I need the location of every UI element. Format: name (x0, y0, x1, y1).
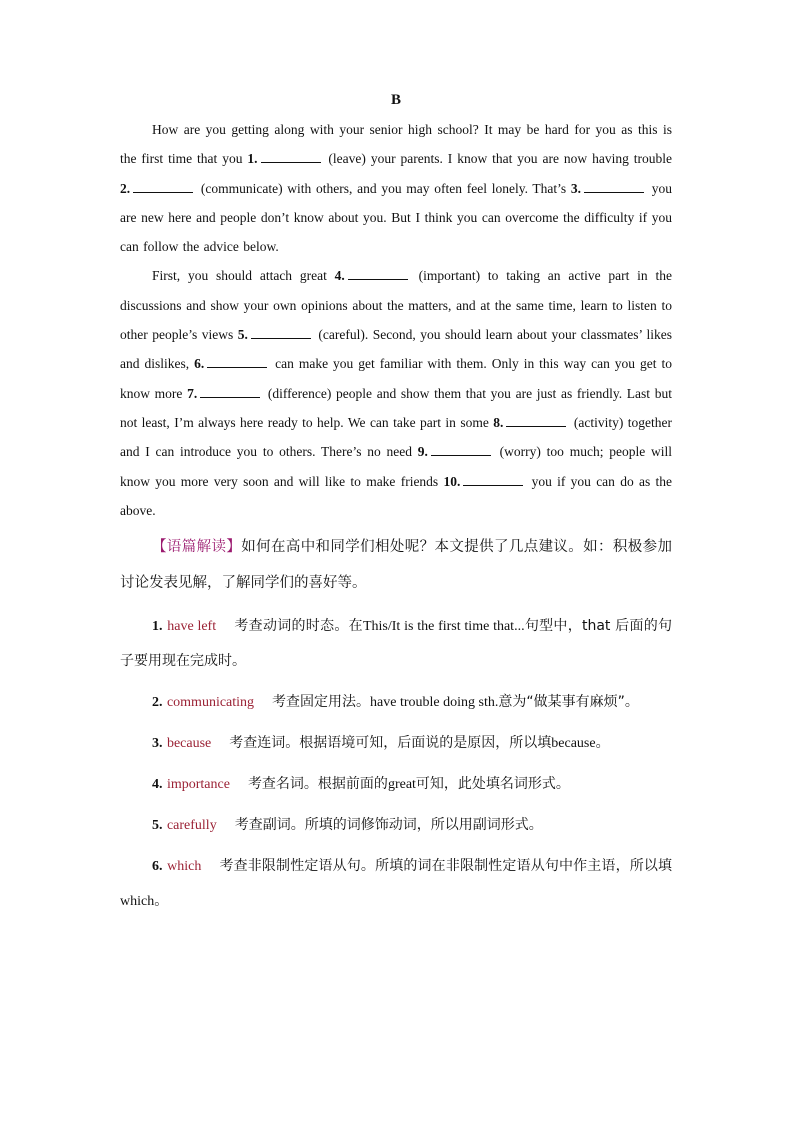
answer-explanation: 考查副词。所填的词修饰动词，所以用副词形式。 (234, 817, 543, 834)
blank-number: 1. (247, 151, 258, 167)
section-title: B (390, 92, 401, 108)
answer-explanation: 考查非限制性定语从句。所填的词在非限制性定语从句中作主语，所以填 (219, 858, 673, 875)
blank-number: 9. (417, 444, 428, 460)
blank-line (200, 384, 260, 398)
passage-text: (careful). Second, you should learn about your classmates’ likes and dislikes, (120, 327, 672, 372)
answer-english: This/It is the first time that... (362, 619, 525, 635)
blank-line (133, 179, 193, 193)
passage-text: can make you get familiar with them. Only in this way can you get to know more (120, 356, 672, 401)
blank-line (348, 266, 408, 280)
analysis-label: 【语篇解读】 (152, 539, 242, 556)
answer-explanation: 考查连词。根据语境可知，后面说的是原因，所以填 (229, 735, 552, 752)
answer-english: have trouble doing sth. (370, 695, 499, 711)
answer-explanation-end: 句型中，that 后面的句子要用现在完成时。 (120, 618, 673, 670)
answer-explanation-end: 。 (154, 893, 169, 910)
blank-line (463, 472, 523, 486)
answer-explanation: 考查名词。根据前面的 (247, 776, 388, 793)
answer-word: which (167, 859, 202, 875)
answer-item-5 (120, 808, 672, 843)
blank-line (584, 179, 644, 193)
answer-item-4 (120, 767, 672, 802)
blank-line (261, 149, 321, 163)
answer-word: importance (166, 777, 230, 793)
blank-number: 10. (443, 473, 461, 489)
passage-text: First, you should attach great (152, 268, 335, 284)
answer-item-6 (120, 849, 672, 919)
answer-number: 5. (152, 818, 163, 834)
answer-explanation-end: 。 (595, 735, 610, 752)
passage-text: (important) to taking an active part in the discussions and show your own opinions about the matters, and at the same time, learn to listen to other people’s views (120, 268, 672, 343)
blank-line (431, 442, 491, 456)
passage-text: (communicate) with others, and you may often feel lonely. That’s (196, 180, 571, 196)
answer-english: great (387, 777, 416, 793)
answer-word: communicating (166, 695, 255, 711)
blank-number: 7. (187, 385, 198, 401)
passage-text: (worry) too much; people will know you more very soon and will like to make friends (120, 444, 672, 489)
answer-number: 1. (152, 619, 163, 635)
passage-text: you are new here and people don’t know about you. But I think you can overcome the difficulty if you can follow the advice below. (120, 180, 673, 255)
analysis-text: 如何在高中和同学们相处呢？本文提供了几点建议。如：积极参加讨论发表见解，了解同学们的喜好等。 (120, 539, 673, 592)
answer-explanation: 考查动词的时态。在 (234, 618, 363, 635)
passage-text: (activity) together and I can introduce you to others. There’s no need (120, 414, 672, 460)
answer-item-2 (120, 685, 672, 720)
blank-number: 4. (334, 268, 345, 284)
passage-text: you if you can do as the above. (120, 473, 672, 518)
passage-analysis (120, 529, 672, 601)
answer-explanation-end: 可知，此处填名词形式。 (415, 776, 570, 793)
answer-explanation-end: 意为“做某事有麻烦”。 (498, 694, 639, 711)
answer-word: because (166, 736, 212, 752)
blank-number: 6. (194, 356, 205, 372)
blank-number: 8. (493, 414, 504, 430)
passage-paragraph-2 (120, 261, 672, 525)
answer-word: have left (167, 619, 217, 635)
answer-number: 4. (152, 777, 163, 793)
answer-number: 6. (152, 859, 163, 875)
answer-english: because (551, 736, 596, 752)
answer-item-1 (120, 609, 672, 679)
blank-number: 5. (237, 327, 248, 343)
answer-item-3 (120, 726, 672, 761)
answer-number: 2. (152, 695, 163, 711)
passage-text: (leave) your parents. I know that you are now having trouble (323, 151, 672, 167)
blank-line (506, 413, 566, 427)
passage-paragraph-1 (120, 115, 672, 261)
answer-key (120, 609, 672, 919)
answer-number: 3. (152, 736, 163, 752)
answer-word: carefully (166, 818, 217, 834)
blank-number: 2. (120, 180, 131, 196)
passage-text: How are you getting along with your senior high school? It may be hard for you as this is the first time that you (120, 122, 672, 167)
answer-english: which (120, 894, 155, 910)
answer-explanation: 考查固定用法。 (272, 694, 371, 711)
document-content (120, 92, 672, 925)
blank-line (251, 325, 311, 339)
cloze-passage (120, 115, 672, 525)
blank-line (207, 354, 267, 368)
blank-number: 3. (570, 180, 582, 196)
passage-text: (difference) people and show them that you are just as friendly. Last but not least, I’m always here ready to help. We can take part in some (120, 385, 672, 430)
